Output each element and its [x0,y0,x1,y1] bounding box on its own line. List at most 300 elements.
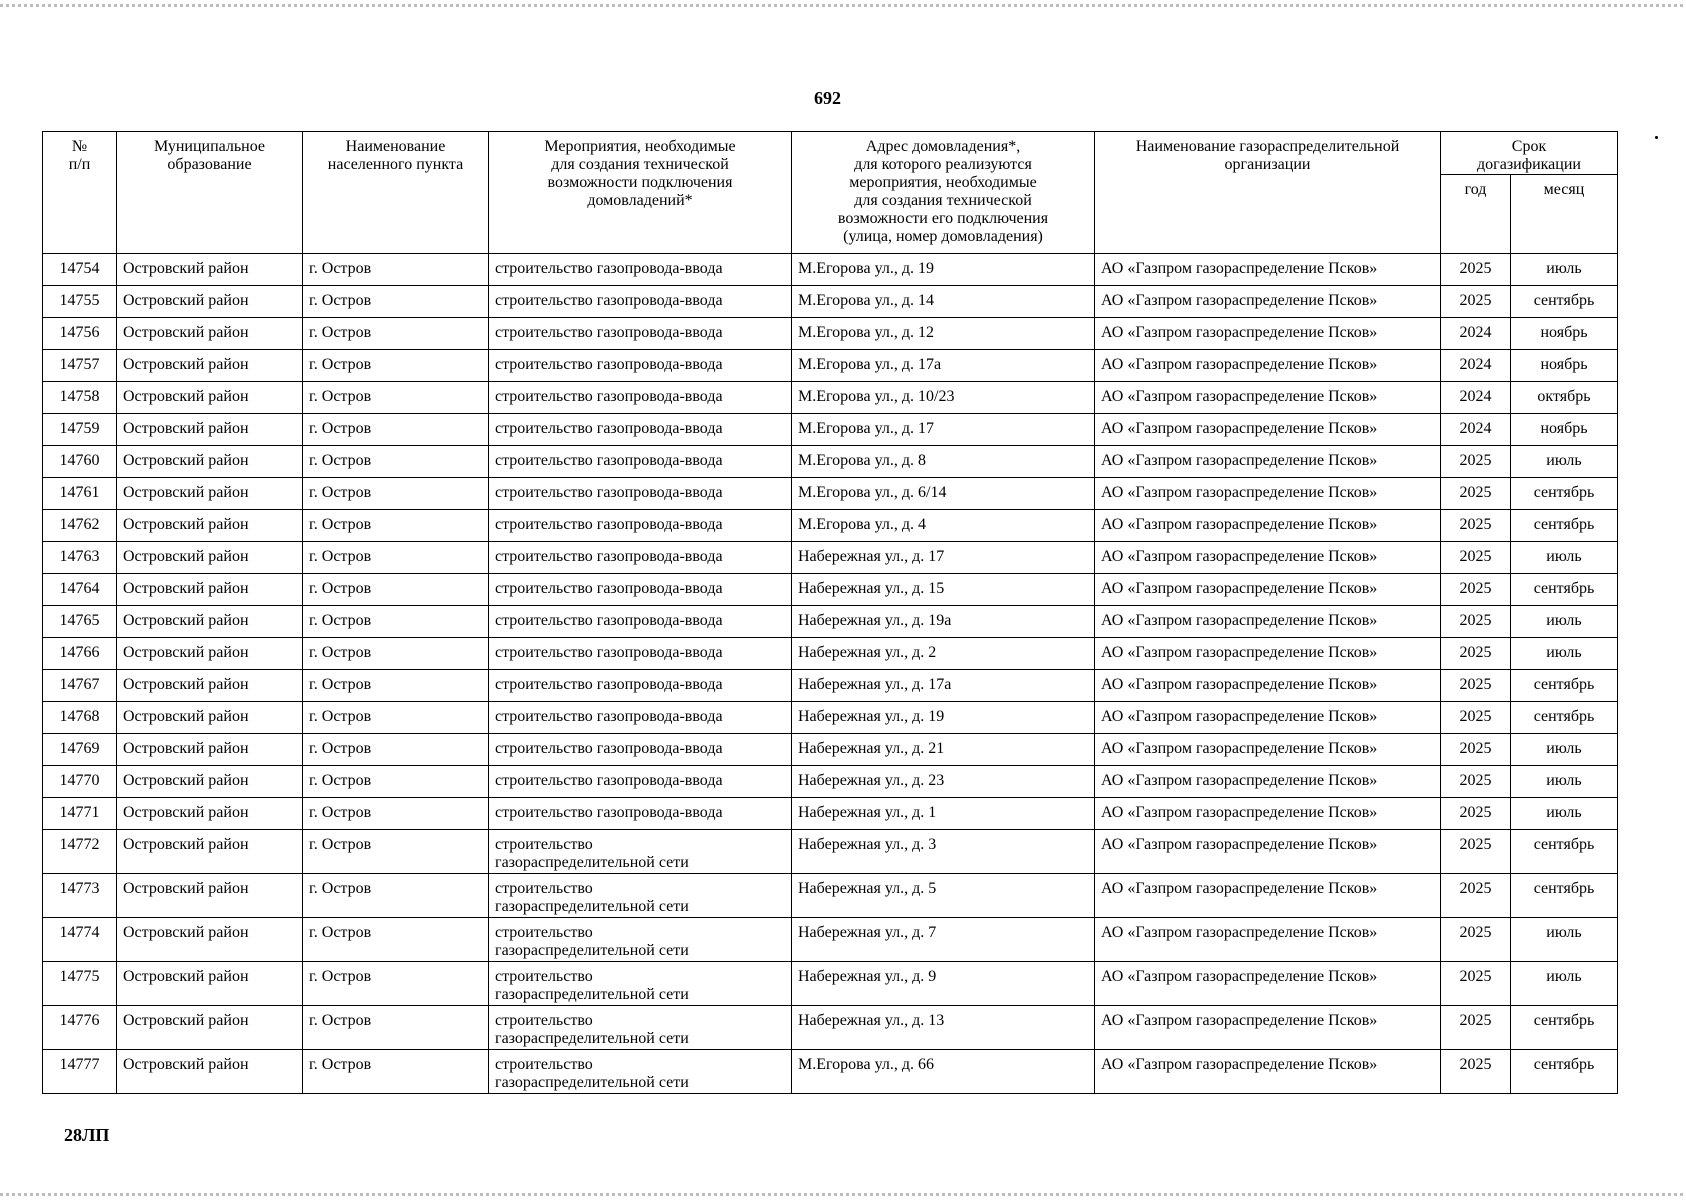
cell-measure-text: строительство газопровода-ввода [495,740,723,757]
cell-locality-text: г. Остров [309,484,372,501]
cell-no [43,798,117,830]
cell-measure-text: строительство газораспределительной сети [495,968,689,1003]
cell-address-text: М.Егорова ул., д. 66 [798,1056,935,1073]
cell-month [1511,478,1618,510]
cell-locality-text: г. Остров [309,580,372,597]
cell-month-text: июль [1546,740,1582,757]
cell-locality [303,962,489,1006]
cell-no-text: 14757 [59,356,100,373]
cell-year-text: 2025 [1459,1012,1492,1029]
cell-year-text: 2025 [1459,516,1492,533]
cell-locality [303,766,489,798]
cell-municipality-text: Островский район [123,548,249,565]
cell-municipality [117,574,303,606]
table-row [43,318,1618,350]
cell-municipality [117,830,303,874]
cell-month-text: июль [1546,804,1582,821]
cell-month [1511,638,1618,670]
cell-year-text: 2025 [1459,772,1492,789]
cell-organization-text: АО «Газпром газораспределение Псков» [1101,484,1378,501]
cell-address [792,798,1095,830]
cell-year [1441,606,1511,638]
cell-address [792,574,1095,606]
cell-month-text: июль [1546,612,1582,629]
cell-measure [489,830,792,874]
cell-locality [303,918,489,962]
cell-organization-text: АО «Газпром газораспределение Псков» [1101,1056,1378,1073]
cell-no [43,574,117,606]
cell-year [1441,542,1511,574]
table-row [43,1050,1618,1094]
cell-no-text: 14760 [59,452,100,469]
table-row [43,446,1618,478]
cell-organization-text: АО «Газпром газораспределение Псков» [1101,772,1378,789]
table-row [43,798,1618,830]
cell-month [1511,254,1618,286]
cell-municipality [117,510,303,542]
cell-locality-text: г. Остров [309,516,372,533]
cell-organization [1095,798,1441,830]
cell-measure-text: строительство газораспределительной сети [495,924,689,959]
cell-organization [1095,510,1441,542]
cell-measure [489,286,792,318]
cell-locality [303,734,489,766]
cell-month-text: июль [1546,968,1582,985]
cell-locality [303,874,489,918]
cell-municipality [117,318,303,350]
cell-no [43,1050,117,1094]
cell-measure-text: строительство газопровода-ввода [495,324,723,341]
scan-edge-bottom [0,1193,1686,1196]
page-number: 692 [814,88,841,108]
cell-locality [303,638,489,670]
cell-year-text: 2025 [1459,676,1492,693]
cell-address [792,318,1095,350]
cell-organization [1095,414,1441,446]
cell-measure-text: строительство газопровода-ввода [495,516,723,533]
cell-organization-text: АО «Газпром газораспределение Псков» [1101,452,1378,469]
cell-address [792,702,1095,734]
cell-no-text: 14774 [59,924,100,941]
cell-locality [303,254,489,286]
cell-municipality-text: Островский район [123,740,249,757]
cell-month-text: июль [1546,260,1582,277]
cell-year [1441,286,1511,318]
cell-organization-text: АО «Газпром газораспределение Псков» [1101,324,1378,341]
cell-month [1511,1050,1618,1094]
cell-measure [489,574,792,606]
table-body [43,254,1618,1094]
cell-municipality [117,962,303,1006]
cell-no [43,286,117,318]
cell-no-text: 14764 [59,580,100,597]
cell-year [1441,414,1511,446]
cell-organization-text: АО «Газпром газораспределение Псков» [1101,708,1378,725]
cell-organization-text: АО «Газпром газораспределение Псков» [1101,676,1378,693]
cell-organization-text: АО «Газпром газораспределение Псков» [1101,804,1378,821]
cell-organization-text: АО «Газпром газораспределение Псков» [1101,516,1378,533]
cell-locality-text: г. Остров [309,452,372,469]
cell-month-text: сентябрь [1533,708,1595,725]
cell-municipality-text: Островский район [123,420,249,437]
cell-no [43,874,117,918]
cell-municipality-text: Островский район [123,516,249,533]
cell-measure-text: строительство газопровода-ввода [495,548,723,565]
cell-no [43,350,117,382]
cell-address [792,874,1095,918]
cell-municipality-text: Островский район [123,580,249,597]
cell-municipality [117,1006,303,1050]
cell-address [792,670,1095,702]
cell-measure [489,478,792,510]
cell-no [43,414,117,446]
cell-address [792,254,1095,286]
cell-year-text: 2025 [1459,1056,1492,1073]
cell-measure [489,350,792,382]
cell-address-text: М.Егорова ул., д. 17 [798,420,935,437]
cell-municipality [117,702,303,734]
cell-year-text: 2025 [1459,836,1492,853]
header-address: Адрес домовладения*, для которого реализуются мероприятия, необходимые для создания технической возможности его подключения (улица, номер домовладения) [792,132,1095,254]
cell-municipality-text: Островский район [123,1012,249,1029]
cell-month-text: октябрь [1537,388,1591,405]
cell-municipality [117,766,303,798]
cell-month [1511,606,1618,638]
table-row [43,874,1618,918]
cell-year [1441,318,1511,350]
cell-year-text: 2025 [1459,580,1492,597]
cell-address-text: Набережная ул., д. 15 [798,580,945,597]
cell-organization [1095,1050,1441,1094]
cell-organization [1095,638,1441,670]
cell-address-text: Набережная ул., д. 9 [798,968,937,985]
cell-municipality [117,350,303,382]
cell-organization-text: АО «Газпром газораспределение Псков» [1101,612,1378,629]
cell-municipality-text: Островский район [123,292,249,309]
cell-locality [303,606,489,638]
cell-municipality [117,286,303,318]
cell-no-text: 14776 [59,1012,100,1029]
cell-year [1441,830,1511,874]
cell-measure-text: строительство газопровода-ввода [495,388,723,405]
cell-address [792,830,1095,874]
table-row [43,1006,1618,1050]
cell-measure [489,606,792,638]
cell-municipality [117,446,303,478]
cell-no [43,478,117,510]
cell-measure [489,414,792,446]
cell-month [1511,798,1618,830]
cell-locality-text: г. Остров [309,324,372,341]
cell-organization [1095,1006,1441,1050]
cell-measure [489,446,792,478]
cell-measure [489,766,792,798]
cell-municipality-text: Островский район [123,708,249,725]
cell-organization-text: АО «Газпром газораспределение Псков» [1101,420,1378,437]
cell-year-text: 2025 [1459,484,1492,501]
cell-no-text: 14761 [59,484,100,501]
table-row [43,830,1618,874]
cell-address-text: Набережная ул., д. 1 [798,804,937,821]
cell-locality-text: г. Остров [309,968,372,985]
cell-organization [1095,670,1441,702]
scan-edge-top [0,4,1686,7]
header-organization: Наименование газораспределительной организации [1095,132,1441,254]
cell-no-text: 14766 [59,644,100,661]
table-row [43,254,1618,286]
cell-no [43,670,117,702]
cell-year-text: 2024 [1459,420,1492,437]
cell-year-text: 2025 [1459,924,1492,941]
cell-locality-text: г. Остров [309,548,372,565]
cell-month [1511,318,1618,350]
cell-address-text: Набережная ул., д. 17а [798,676,952,693]
cell-address [792,414,1095,446]
cell-municipality [117,254,303,286]
cell-no-text: 14767 [59,676,100,693]
cell-year-text: 2025 [1459,740,1492,757]
cell-address [792,286,1095,318]
cell-organization-text: АО «Газпром газораспределение Псков» [1101,292,1378,309]
cell-locality [303,286,489,318]
gasification-table [42,131,1618,1094]
cell-address-text: М.Егорова ул., д. 19 [798,260,935,277]
table-row [43,382,1618,414]
cell-year-text: 2025 [1459,968,1492,985]
table-row [43,574,1618,606]
cell-no-text: 14755 [59,292,100,309]
cell-no-text: 14763 [59,548,100,565]
cell-organization-text: АО «Газпром газораспределение Псков» [1101,1012,1378,1029]
cell-municipality [117,670,303,702]
cell-measure [489,254,792,286]
cell-address-text: Набережная ул., д. 19 [798,708,945,725]
cell-locality-text: г. Остров [309,388,372,405]
cell-locality [303,478,489,510]
table-row [43,414,1618,446]
cell-address-text: Набережная ул., д. 19а [798,612,952,629]
cell-address [792,734,1095,766]
cell-municipality [117,542,303,574]
cell-municipality-text: Островский район [123,772,249,789]
cell-no [43,606,117,638]
cell-no [43,382,117,414]
cell-measure-text: строительство газораспределительной сети [495,1012,689,1047]
table-row [43,638,1618,670]
cell-address-text: Набережная ул., д. 7 [798,924,937,941]
cell-locality [303,670,489,702]
cell-measure [489,734,792,766]
cell-no-text: 14773 [59,880,100,897]
cell-address [792,542,1095,574]
cell-month [1511,702,1618,734]
header-month: месяц [1511,175,1618,254]
cell-municipality-text: Островский район [123,260,249,277]
cell-locality-text: г. Остров [309,356,372,373]
cell-year-text: 2025 [1459,708,1492,725]
cell-measure-text: строительство газораспределительной сети [495,836,689,871]
cell-measure-text: строительство газопровода-ввода [495,708,723,725]
table-header [43,132,1618,254]
cell-year [1441,734,1511,766]
cell-year [1441,874,1511,918]
cell-municipality-text: Островский район [123,968,249,985]
cell-locality-text: г. Остров [309,644,372,661]
cell-organization-text: АО «Газпром газораспределение Псков» [1101,968,1378,985]
cell-no [43,446,117,478]
cell-month-text: сентябрь [1533,1012,1595,1029]
cell-no-text: 14758 [59,388,100,405]
cell-locality [303,1050,489,1094]
cell-address-text: Набережная ул., д. 17 [798,548,945,565]
cell-organization [1095,606,1441,638]
header-locality: Наименование населенного пункта [303,132,489,254]
cell-address [792,766,1095,798]
cell-month-text: сентябрь [1533,836,1595,853]
cell-year [1441,702,1511,734]
cell-no-text: 14765 [59,612,100,629]
cell-measure [489,382,792,414]
cell-month [1511,542,1618,574]
cell-no-text: 14762 [59,516,100,533]
cell-municipality-text: Островский район [123,644,249,661]
cell-address [792,962,1095,1006]
cell-locality-text: г. Остров [309,880,372,897]
cell-month [1511,446,1618,478]
cell-year-text: 2025 [1459,260,1492,277]
cell-no-text: 14759 [59,420,100,437]
cell-municipality-text: Островский район [123,880,249,897]
cell-address [792,350,1095,382]
cell-year-text: 2025 [1459,612,1492,629]
cell-municipality-text: Островский район [123,836,249,853]
cell-measure-text: строительство газопровода-ввода [495,580,723,597]
cell-municipality-text: Островский район [123,804,249,821]
cell-year-text: 2025 [1459,548,1492,565]
cell-locality [303,414,489,446]
cell-month [1511,414,1618,446]
cell-measure-text: строительство газопровода-ввода [495,484,723,501]
cell-address-text: Набережная ул., д. 13 [798,1012,945,1029]
cell-municipality [117,606,303,638]
cell-measure-text: строительство газопровода-ввода [495,420,723,437]
cell-no [43,318,117,350]
cell-organization-text: АО «Газпром газораспределение Псков» [1101,740,1378,757]
table-row [43,962,1618,1006]
cell-month [1511,286,1618,318]
cell-address-text: Набережная ул., д. 5 [798,880,937,897]
cell-measure-text: строительство газопровода-ввода [495,356,723,373]
cell-measure-text: строительство газопровода-ввода [495,452,723,469]
cell-measure-text: строительство газопровода-ввода [495,804,723,821]
cell-address [792,446,1095,478]
cell-municipality-text: Островский район [123,388,249,405]
cell-no [43,830,117,874]
cell-measure [489,670,792,702]
cell-month-text: июль [1546,548,1582,565]
cell-measure [489,798,792,830]
cell-measure [489,542,792,574]
cell-year-text: 2025 [1459,452,1492,469]
cell-no [43,766,117,798]
cell-measure [489,962,792,1006]
cell-measure [489,638,792,670]
cell-no-text: 14754 [59,260,100,277]
cell-year [1441,254,1511,286]
cell-year-text: 2024 [1459,356,1492,373]
cell-organization-text: АО «Газпром газораспределение Псков» [1101,924,1378,941]
cell-organization [1095,446,1441,478]
cell-municipality [117,734,303,766]
cell-locality-text: г. Остров [309,708,372,725]
cell-locality-text: г. Остров [309,924,372,941]
cell-organization-text: АО «Газпром газораспределение Псков» [1101,580,1378,597]
cell-year [1441,962,1511,1006]
cell-measure-text: строительство газораспределительной сети [495,880,689,915]
cell-locality-text: г. Остров [309,836,372,853]
cell-no-text: 14769 [59,740,100,757]
cell-year [1441,478,1511,510]
cell-locality [303,382,489,414]
cell-address-text: М.Егорова ул., д. 4 [798,516,927,533]
cell-address-text: М.Егорова ул., д. 12 [798,324,935,341]
cell-organization-text: АО «Газпром газораспределение Псков» [1101,260,1378,277]
cell-municipality-text: Островский район [123,452,249,469]
cell-no [43,702,117,734]
cell-no-text: 14770 [59,772,100,789]
cell-locality-text: г. Остров [309,1012,372,1029]
cell-year-text: 2025 [1459,644,1492,661]
cell-month-text: ноябрь [1540,356,1588,373]
cell-address-text: М.Егорова ул., д. 10/23 [798,388,955,405]
cell-month [1511,382,1618,414]
cell-municipality-text: Островский район [123,1056,249,1073]
header-measures: Мероприятия, необходимые для создания технической возможности подключения домовладений* [489,132,792,254]
cell-organization [1095,702,1441,734]
cell-year-text: 2025 [1459,804,1492,821]
cell-year-text: 2024 [1459,324,1492,341]
cell-year [1441,446,1511,478]
cell-no [43,638,117,670]
table-row [43,670,1618,702]
cell-measure [489,874,792,918]
cell-address [792,638,1095,670]
cell-measure [489,1006,792,1050]
cell-organization [1095,766,1441,798]
cell-organization [1095,286,1441,318]
cell-measure-text: строительство газопровода-ввода [495,676,723,693]
table-row [43,702,1618,734]
cell-address-text: М.Егорова ул., д. 8 [798,452,927,469]
table-row [43,606,1618,638]
cell-month-text: ноябрь [1540,324,1588,341]
cell-locality [303,350,489,382]
scan-speck [1655,136,1658,139]
cell-locality-text: г. Остров [309,260,372,277]
cell-address [792,510,1095,542]
cell-municipality-text: Островский район [123,324,249,341]
cell-measure [489,918,792,962]
table-row [43,286,1618,318]
table-row [43,350,1618,382]
cell-year [1441,1006,1511,1050]
cell-month [1511,962,1618,1006]
cell-organization [1095,918,1441,962]
cell-organization-text: АО «Газпром газораспределение Псков» [1101,548,1378,565]
cell-municipality [117,414,303,446]
cell-month [1511,350,1618,382]
cell-year [1441,798,1511,830]
